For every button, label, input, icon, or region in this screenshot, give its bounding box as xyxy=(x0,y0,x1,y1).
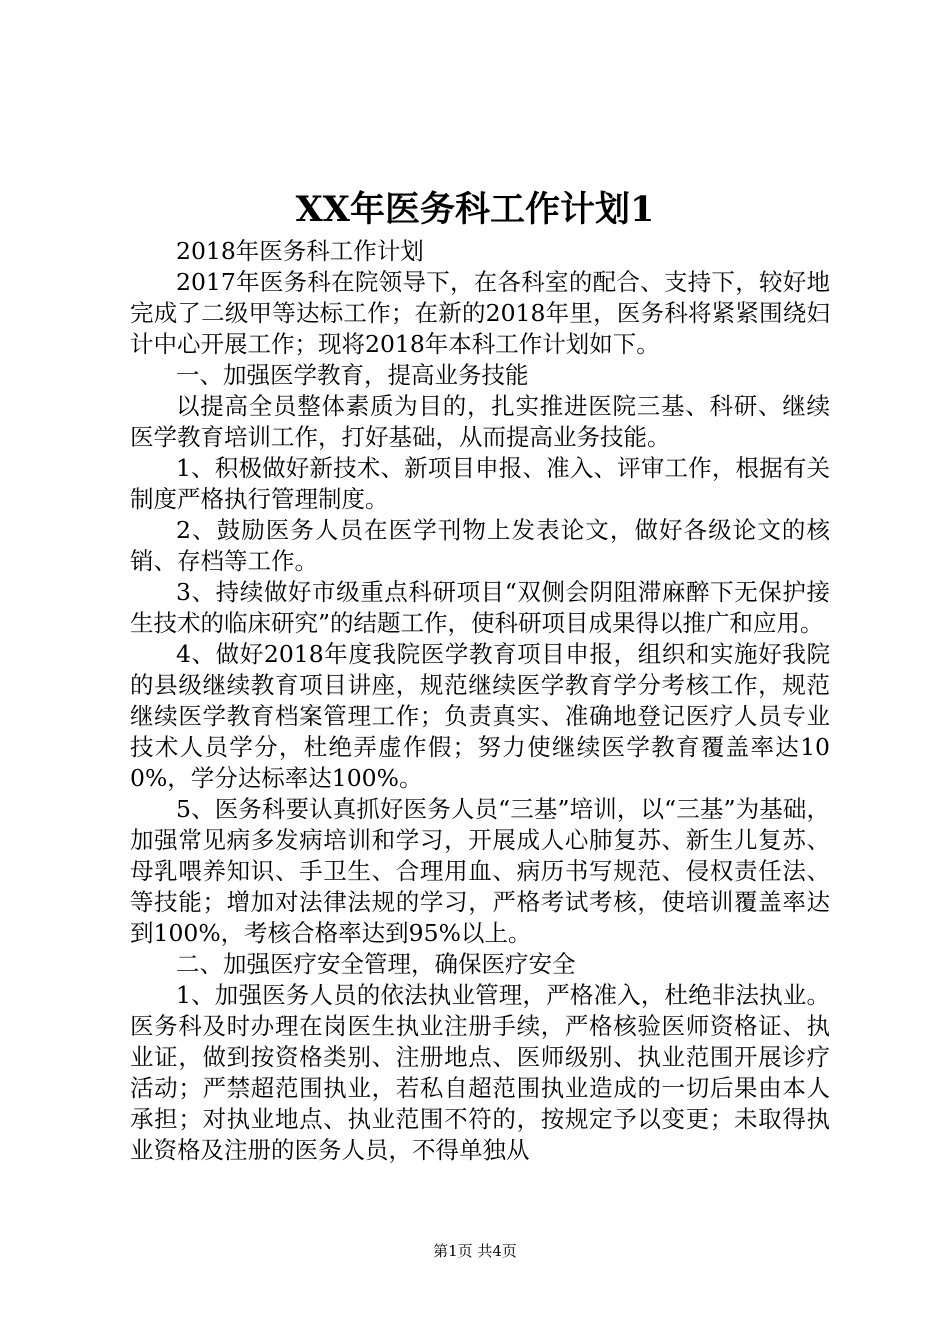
document-title: XX年医务科工作计划1 xyxy=(295,189,655,230)
document-body xyxy=(130,236,830,1166)
page-footer: 第1页 共4页 xyxy=(433,1242,517,1260)
paragraph: 4、做好2018年度我院医学教育项目申报，组织和实施好我院的县级继续教育项目讲座，规范继续医学教育学分考核工作，规范继续医学教育档案管理工作；负责真实、准确地登记医疗人员专业技术人员学分，杜绝弄虚作假；努力使继续医学教育覆盖率达100%，学分达标率达100%。 xyxy=(130,640,830,792)
paragraph: 5、医务科要认真抓好医务人员“三基”培训，以“三基”为基础，加强常见病多发病培训和学习，开展成人心肺复苏、新生儿复苏、母乳喂养知识、手卫生、合理用血、病历书写规范、侵权责任法、等技能；增加对法律法规的学习，严格考试考核，使培训覆盖率达到100%，考核合格率达到95%以上。 xyxy=(130,795,830,947)
section-heading-1: 一、加强医学教育，提高业务技能 xyxy=(176,361,529,389)
paragraph: 以提高全员整体素质为目的，扎实推进医院三基、科研、继续医学教育培训工作，打好基础，从而提高业务技能。 xyxy=(130,392,830,451)
paragraph: 3、持续做好市级重点科研项目“双侧会阴阻滞麻醉下无保护接生技术的临床研究”的结题工作，使科研项目成果得以推广和应用。 xyxy=(130,578,830,637)
paragraph: 1、加强医务人员的依法执业管理，严格准入，杜绝非法执业。医务科及时办理在岗医生执业注册手续，严格核验医师资格证、执业证，做到按资格类别、注册地点、医师级别、执业范围开展诊疗活动；严禁超范围执业，若私自超范围执业造成的一切后果由本人承担；对执业地点、执业范围不符的，按规定予以变更；未取得执业资格及注册的医务人员，不得单独从 xyxy=(130,981,830,1164)
paragraph-heading: 2018年医务科工作计划 xyxy=(176,237,424,265)
paragraph: 1、积极做好新技术、新项目申报、准入、评审工作，根据有关制度严格执行管理制度。 xyxy=(130,454,830,513)
section-heading-2: 二、加强医疗安全管理，确保医疗安全 xyxy=(176,950,576,978)
paragraph-intro: 2017年医务科在院领导下，在各科室的配合、支持下，较好地完成了二级甲等达标工作；在新的2018年里，医务科将紧紧围绕妇计中心开展工作；现将2018年本科工作计划如下。 xyxy=(130,268,830,358)
paragraph: 2、鼓励医务人员在医学刊物上发表论文，做好各级论文的核销、存档等工作。 xyxy=(130,516,830,575)
